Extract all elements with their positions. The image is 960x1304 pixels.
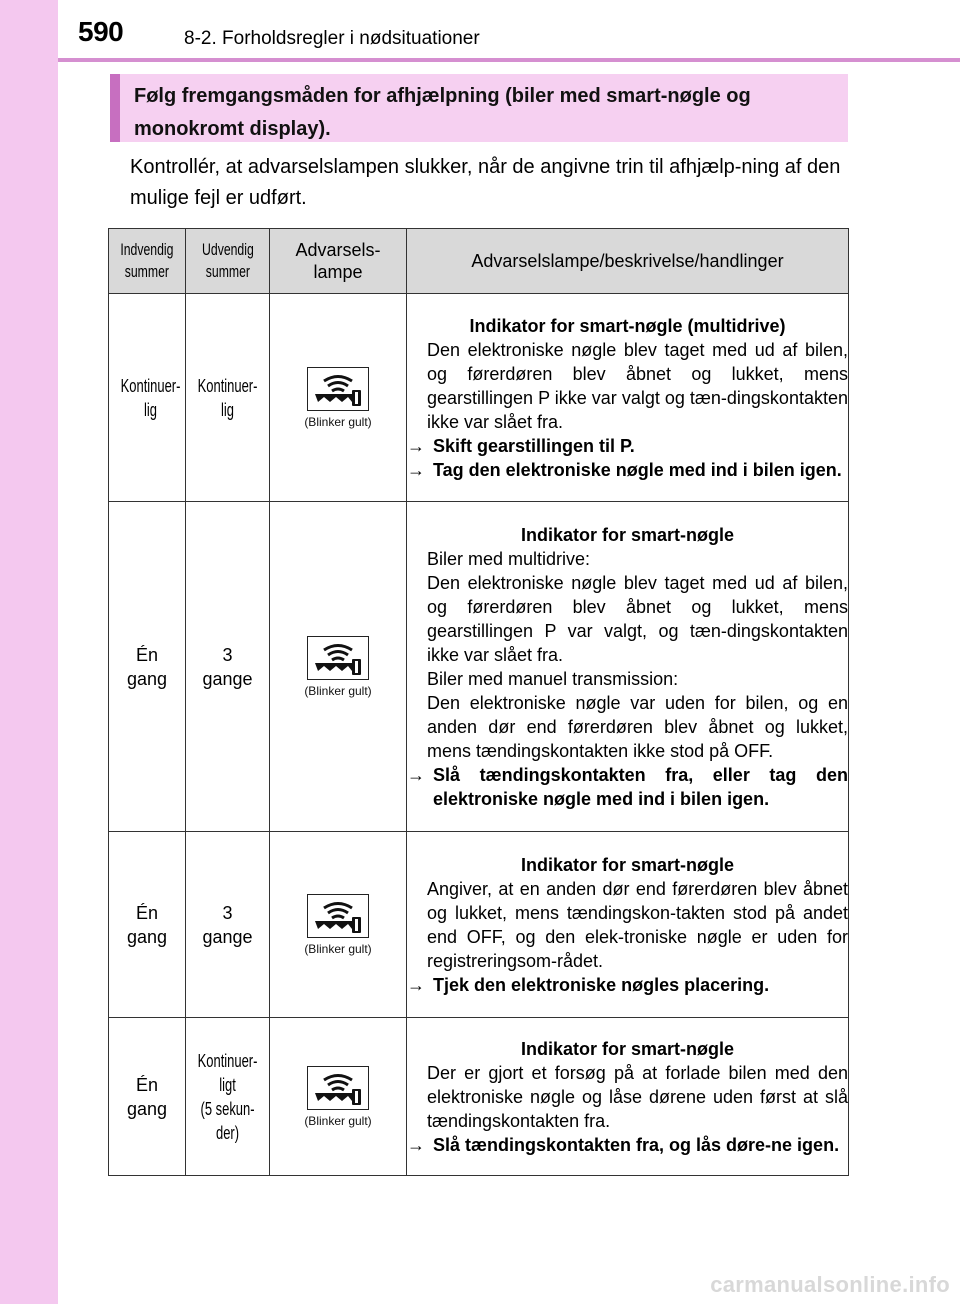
smart-key-icon: [307, 636, 369, 680]
row-body: Den elektroniske nøgle blev taget med ud af bilen, og førerdøren blev åbnet og lukket, mens gearstillingen P ikke var valgt og tæn-dingskontakten ikke var slået fra.: [427, 339, 848, 432]
outer-buzzer-cell: 3 gange: [186, 832, 270, 1018]
row-title: Indikator for smart-nøgle: [520, 524, 735, 545]
inner-buzzer-cell: Én gang: [109, 502, 186, 832]
row-title: Indikator for smart-nøgle (multidrive): [469, 315, 786, 336]
inner-buzzer-cell: Kontinuer- lig: [109, 294, 186, 502]
description-cell: [407, 502, 849, 832]
row-title: Indikator for smart-nøgle: [520, 1038, 735, 1059]
inner-buzzer-cell: Én gang: [109, 1018, 186, 1176]
header-outer-buzzer: Udvendig summer: [186, 229, 270, 294]
warning-table: [108, 228, 849, 1176]
row-body: Biler med multidrive:: [427, 548, 591, 569]
description-cell: [407, 832, 849, 1018]
inner-buzzer-cell: Én gang: [109, 832, 186, 1018]
arrow-icon: →: [407, 764, 425, 785]
lamp-caption: (Blinker gult): [304, 414, 372, 429]
outer-buzzer-cell: Kontinuer- lig: [186, 294, 270, 502]
action-item: → Slå tændingskontakten fra, eller tag den elektroniske nøgle med ind i bilen igen.: [407, 764, 848, 809]
action-item: → Skift gearstillingen til P.: [407, 435, 635, 456]
page-number: 590: [78, 16, 124, 47]
lamp-cell: [270, 832, 407, 1018]
lamp-caption: (Blinker gult): [304, 1113, 372, 1128]
arrow-icon: →: [407, 1134, 425, 1155]
arrow-icon: →: [407, 459, 425, 480]
outer-buzzer-cell: 3 gange: [186, 502, 270, 832]
action-item: → Slå tændingskontakten fra, og lås døre-ne igen.: [407, 1134, 840, 1155]
row-body: Angiver, at en anden dør end førerdøren blev åbnet og lukket, mens tændingskon-takten stod på andet end OFF, og den elek-troniske nøgle er uden for registreringsom-rådet.: [427, 878, 848, 971]
table-row: [109, 1018, 849, 1176]
header-description: Advarselslampe/beskrivelse/handlinger: [407, 229, 849, 294]
table-row: [109, 294, 849, 502]
action-item: → Tag den elektroniske nøgle med ind i bilen igen.: [407, 459, 842, 480]
action-item: → Tjek den elektroniske nøgles placering.: [407, 974, 770, 995]
intro-paragraph: Kontrollér, at advarselslampen slukker, når de angivne trin til afhjælp-ning af den mulige fejl er udført.: [130, 156, 841, 209]
left-color-band: [0, 0, 58, 1304]
arrow-icon: →: [407, 974, 425, 995]
lamp-cell: [270, 502, 407, 832]
section-title: 8-2. Forholdsregler i nødsituationer: [184, 28, 480, 49]
arrow-icon: →: [407, 435, 425, 456]
header-rule: [58, 58, 960, 62]
row-body: Biler med manuel transmission:: [427, 668, 679, 689]
watermark: carmanualsonline.info: [710, 1272, 950, 1297]
lamp-cell: [270, 1018, 407, 1176]
outer-buzzer-cell: Kontinuer- ligt (5 sekun- der): [186, 1018, 270, 1176]
table-header-row: [109, 229, 849, 294]
smart-key-icon: [307, 1066, 369, 1110]
procedure-callout: [110, 74, 848, 142]
callout-text: Følg fremgangsmåden for afhjælpning (biler med smart-nøgle og monokromt display).: [134, 85, 751, 140]
description-cell: [407, 294, 849, 502]
row-title: Indikator for smart-nøgle: [520, 854, 735, 875]
header-inner-buzzer: Indvendig summer: [109, 229, 186, 294]
lamp-caption: (Blinker gult): [304, 683, 372, 698]
table-row: [109, 502, 849, 832]
header-warning-lamp: Advarsels-lampe: [270, 229, 407, 294]
row-body: Der er gjort et forsøg på at forlade bilen med den elektroniske nøgle og låse dørene uden først at slå tændingskontakten fra.: [427, 1062, 848, 1131]
row-body: Den elektroniske nøgle blev taget med ud af bilen, og førerdøren blev åbnet og lukket, mens gearstillingen P var valgt, og tæn-dingskontakten ikke var slået fra.: [427, 572, 848, 665]
lamp-cell: [270, 294, 407, 502]
row-body: Den elektroniske nøgle var uden for bilen, og en anden dør end førerdøren blev åbnet og lukket, mens tændingskontakten ikke stod på OFF.: [427, 692, 848, 761]
smart-key-icon: [307, 894, 369, 938]
smart-key-icon: [307, 367, 369, 411]
lamp-caption: (Blinker gult): [304, 941, 372, 956]
description-cell: [407, 1018, 849, 1176]
table-row: [109, 832, 849, 1018]
